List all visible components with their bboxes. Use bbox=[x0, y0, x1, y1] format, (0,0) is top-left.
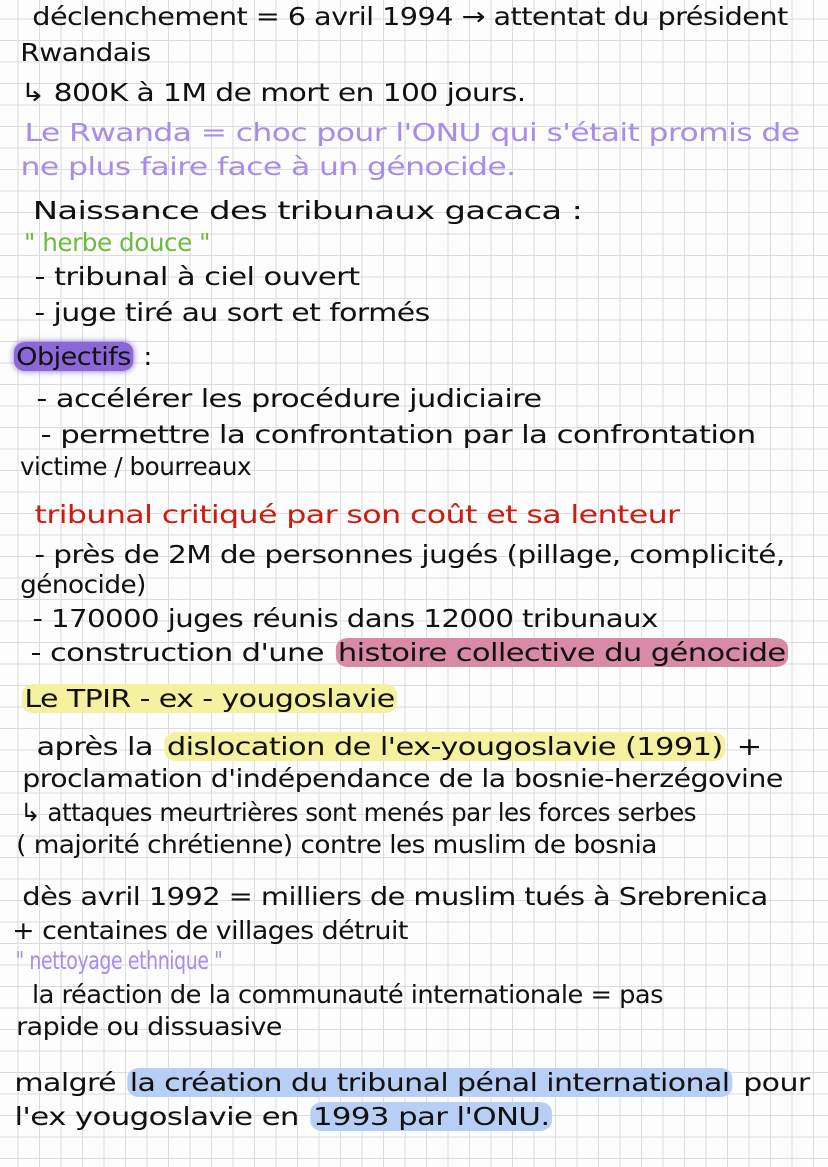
note-line bbox=[12, 1068, 812, 1097]
highlighted-text: histoire collective du génocide bbox=[335, 638, 788, 667]
note-line bbox=[32, 298, 432, 327]
note-line bbox=[30, 2, 790, 31]
note-line bbox=[30, 604, 660, 633]
note-text: tribunal critiqué par son coût et sa lenteur bbox=[34, 500, 680, 529]
note-line bbox=[32, 540, 787, 569]
note-text: " nettoyage ethnique " bbox=[15, 946, 223, 975]
note-text: déclenchement = 6 avril 1994 → attentat du président bbox=[32, 2, 788, 31]
note-text: après la bbox=[36, 732, 162, 761]
note-text: génocide) bbox=[20, 570, 146, 599]
note-line bbox=[12, 1102, 552, 1131]
note-line bbox=[20, 882, 770, 911]
note-line bbox=[18, 798, 698, 827]
note-text: ne plus faire face à un génocide. bbox=[20, 152, 516, 181]
note-text: - juge tiré au sort et formés bbox=[34, 298, 430, 327]
highlighted-text: la création du tribunal pénal international bbox=[127, 1068, 732, 1097]
note-text: pour bbox=[734, 1068, 810, 1097]
highlighted-text: Le TPIR - ex - yougoslavie bbox=[22, 684, 397, 713]
note-text: l'ex yougoslavie en bbox=[14, 1102, 309, 1131]
note-line bbox=[14, 1012, 284, 1041]
note-text: : bbox=[135, 342, 152, 371]
note-line bbox=[32, 262, 362, 291]
note-line bbox=[28, 638, 788, 667]
note-text: ( majorité chrétienne) contre les muslim de bosnia bbox=[16, 830, 657, 859]
note-line bbox=[18, 570, 148, 599]
note-text: Rwandais bbox=[20, 38, 151, 67]
note-line bbox=[14, 946, 224, 975]
note-text: la réaction de la communauté internationale = pas bbox=[32, 980, 663, 1009]
note-text: - 170000 juges réunis dans 12000 tribunaux bbox=[32, 604, 658, 633]
note-text: - accélérer les procédure judiciaire bbox=[36, 384, 542, 413]
note-line bbox=[38, 420, 758, 449]
note-text: - permettre la confrontation par la confrontation bbox=[40, 420, 756, 449]
note-line bbox=[30, 980, 665, 1009]
note-text: - tribunal à ciel ouvert bbox=[34, 262, 360, 291]
note-line bbox=[18, 452, 253, 481]
highlighted-text: 1993 par l'ONU. bbox=[310, 1102, 552, 1131]
note-text: victime / bourreaux bbox=[19, 452, 252, 481]
note-line bbox=[34, 384, 544, 413]
note-line bbox=[34, 732, 764, 761]
note-text: ↳ 800K à 1M de mort en 100 jours. bbox=[20, 78, 526, 107]
note-text: - construction d'une bbox=[30, 638, 334, 667]
highlighted-text: Objectifs bbox=[14, 342, 133, 371]
note-text: + bbox=[727, 732, 762, 761]
note-text: Naissance des tribunaux gacaca : bbox=[32, 196, 583, 225]
note-line bbox=[18, 152, 518, 181]
note-line bbox=[22, 228, 212, 257]
note-line bbox=[22, 118, 802, 147]
note-line bbox=[10, 916, 410, 945]
note-text: Le Rwanda = choc pour l'ONU qui s'était promis de bbox=[24, 118, 800, 147]
note-text: " herbe douce " bbox=[23, 228, 211, 257]
note-text: rapide ou dissuasive bbox=[16, 1012, 282, 1041]
note-text: - près de 2M de personnes jugés (pillage, complicité, bbox=[34, 540, 785, 569]
note-line bbox=[18, 38, 153, 67]
note-line bbox=[32, 500, 682, 529]
note-line bbox=[22, 684, 397, 713]
note-text: dès avril 1992 = milliers de muslim tués à Srebrenica bbox=[22, 882, 768, 911]
note-line bbox=[18, 78, 528, 107]
note-line bbox=[14, 342, 154, 371]
note-text: proclamation d'indépendance de la bosnie-herzégovine bbox=[22, 764, 783, 793]
note-text: ↳ attaques meurtrières sont menés par les forces serbes bbox=[19, 798, 697, 827]
note-text: + centaines de villages détruit bbox=[12, 916, 408, 945]
note-line bbox=[30, 196, 585, 225]
note-line bbox=[20, 764, 785, 793]
note-text: malgré bbox=[14, 1068, 125, 1097]
highlighted-text: dislocation de l'ex-yougoslavie (1991) bbox=[164, 732, 725, 761]
note-line bbox=[14, 830, 659, 859]
